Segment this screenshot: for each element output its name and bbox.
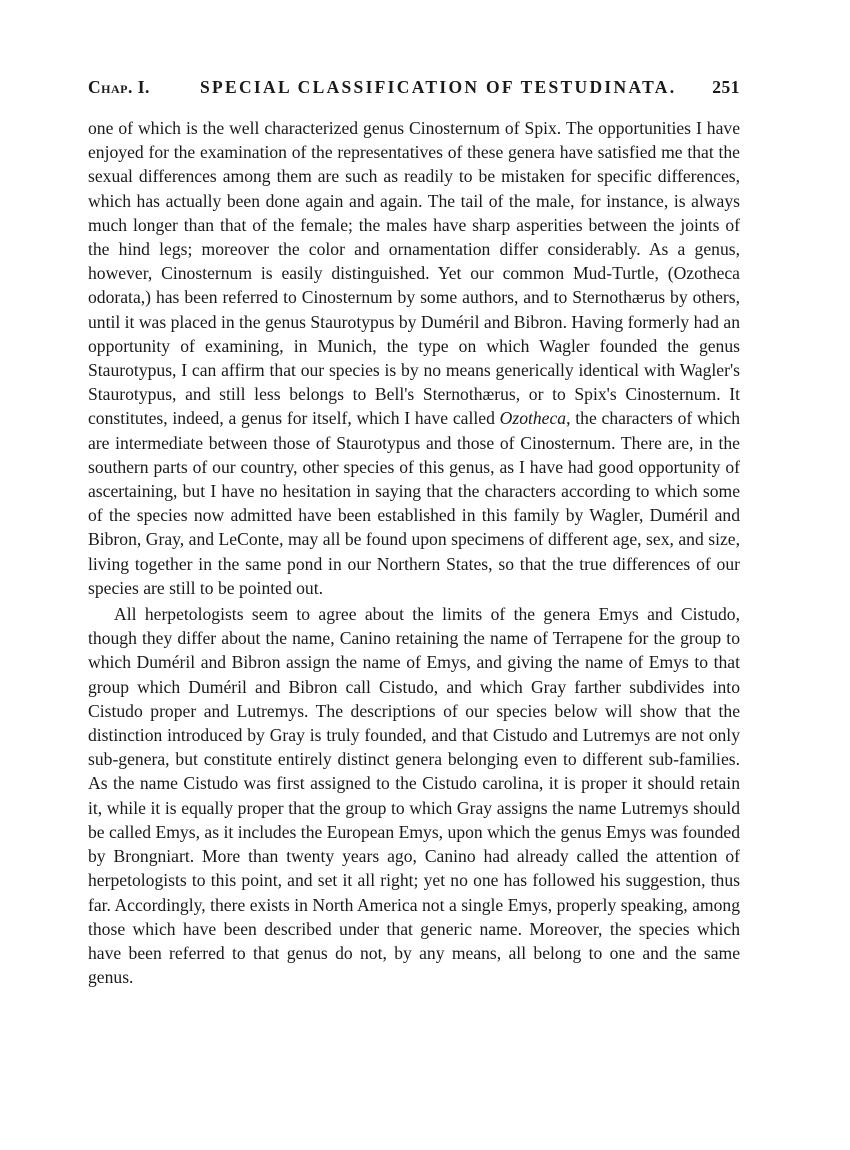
running-title: SPECIAL CLASSIFICATION OF TESTUDINATA. [200, 77, 677, 97]
paragraph-1-italic-genus: Ozotheca [499, 408, 567, 429]
body-text [88, 116, 740, 989]
running-head [88, 74, 740, 100]
paragraph-1-text-a: one of which is the well characterized genus Cinosternum of Spix. The opportunities I have enjoyed for the examination of the representatives of these genera have satisfied me that the sexual differences among them are such as readily to be mistaken for specific differences, which has actually been done again and again. The tail of the male, for instance, is always much longer than that of the female; the males have sharp asperities between the joints of the hind legs; moreover the color and ornamentation differ considerably. As a genus, however, Cinosternum is easily distinguished. Yet our common Mud-Turtle, (Ozotheca odorata,) has been referred to Cinosternum by some authors, and to Sternothærus by others, until it was placed in the genus Staurotypus by Duméril and Bibron. Having formerly had an opportunity of examining, in Munich, the type on which Wagler founded the genus Staurotypus, I can affirm that our species is by no means generically identical with Wagler's Staurotypus, and still less belongs to Bell's Sternothærus, or to Spix's Cinosternum. It constitutes, indeed, a genus for itself, which I have called [88, 118, 740, 429]
chapter-label: Chap. I. [88, 77, 150, 97]
page-number: 251 [712, 77, 740, 97]
paragraph-1-text-b: , the characters of which are intermediate between those of Staurotypus and those of Cinosternum. There are, in the southern parts of our country, other species of this genus, as I have had good opportunity of ascertaining, but I have no hesitation in saying that the characters according to which some of the species now admitted have been established in this family by Wagler, Duméril and Bibron, Gray, and LeConte, may all be found upon specimens of different age, sex, and size, living together in the same pond in our Northern States, so that the true differences of our species are still to be pointed out. [88, 408, 740, 598]
paragraph-2: All herpetologists seem to agree about the limits of the genera Emys and Cistudo, though they differ about the name, Canino retaining the name of Terrapene for the group to which Duméril and Bibron assign the name of Emys, and giving the name of Emys to that group which Duméril and Bibron call Cistudo, and which Gray farther subdivides into Cistudo proper and Lutremys. The descriptions of our species below will show that the distinction introduced by Gray is truly founded, and that Cistudo and Lutremys are not only sub-genera, but constitute entirely distinct genera belonging even to different sub-families. As the name Cistudo was first assigned to the Cistudo carolina, it is proper it should retain it, while it is equally proper that the group to which Gray assigns the name Lutremys should be called Emys, as it includes the European Emys, upon which the genus Emys was founded by Brongniart. More than twenty years ago, Canino had already called the attention of herpetologists to this point, and set it all right; yet no one has followed his suggestion, thus far. Accordingly, there exists in North America not a single Emys, properly speaking, among those which have been described under that generic name. Moreover, the species which have been referred to that genus do not, by any means, all belong to one and the same genus. [88, 604, 740, 988]
paragraph-1 [88, 116, 740, 600]
